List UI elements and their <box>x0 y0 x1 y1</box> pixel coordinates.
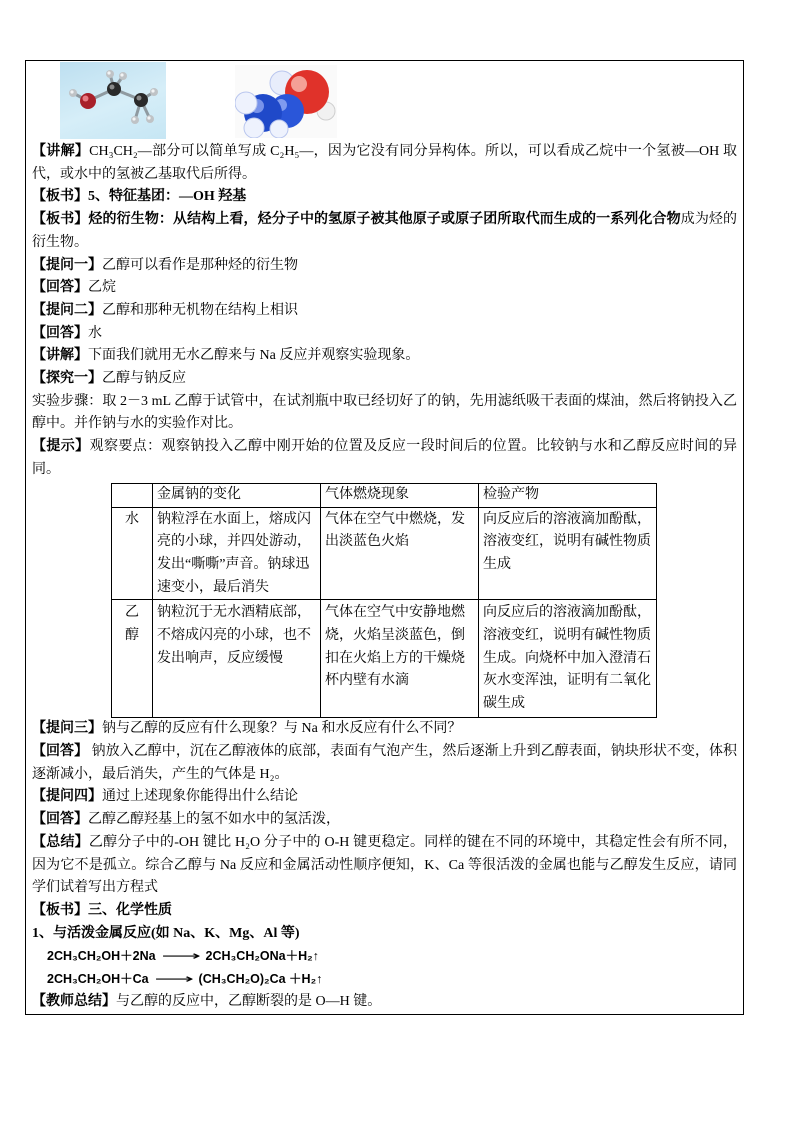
section-label: 【提问一】 <box>32 257 102 273</box>
answer-2 <box>32 323 737 346</box>
paragraph-text: 实验步骤：取 2－3 mL 乙醇于试管中，在试剂瓶中取已经切好了的钠，先用滤纸吸干表面的煤油，然后将钠投入乙醇中。并作钠与水的实验作对比。 <box>32 393 737 432</box>
sphere-highlight <box>151 89 154 92</box>
section-label: 【板书】 <box>32 189 88 205</box>
sphere-highlight <box>132 117 135 120</box>
paragraph-text: 钠放入乙醇中，沉在乙醇液体的底部，表面有气泡产生，然后逐渐上升到乙醇表面，钠块形状不变，体积逐渐减小，最后消失，产生的气体是 H₂。 <box>32 744 738 782</box>
paragraph-text: 与乙醇的反应中，乙醇断裂的是 O—H 键。 <box>116 993 382 1009</box>
carbon-atom <box>134 93 148 107</box>
cell-gas-combustion: 气体在空气中安静地燃烧，火焰呈淡蓝色，倒扣在火焰上方的干燥烧杯内壁有水滴 <box>321 600 479 718</box>
header-product-test: 检验产物 <box>479 483 657 507</box>
section-label: 【总结】 <box>32 834 89 850</box>
equation-sodium <box>32 945 737 968</box>
section-label: 【回答】 <box>32 812 88 828</box>
equation-products: (CH₃CH₂O)₂Ca ＋H₂↑ <box>198 972 323 987</box>
question-1 <box>32 255 737 278</box>
paragraph-text: 下面我们就用无水乙醇来与 Na 反应并观察实验现象。 <box>88 348 420 364</box>
equation-reactants: 2CH₃CH₂OH＋Ca <box>47 972 149 987</box>
cell-gas-combustion: 气体在空气中燃烧，发出淡蓝色火焰 <box>321 507 479 600</box>
table-row-water <box>112 507 657 600</box>
section-label: 【讲解】 <box>32 144 90 159</box>
section-label: 【回答】 <box>32 280 88 296</box>
row-label: 乙醇 <box>112 600 153 718</box>
section-label: 【提示】 <box>32 439 90 455</box>
question-4 <box>32 786 737 809</box>
section-label: 【讲解】 <box>32 348 88 364</box>
cell-product-test: 向反应后的溶液滴加酚酞，溶液变红，说明有碱性物质生成 <box>479 507 657 600</box>
answer-3 <box>32 741 737 786</box>
subheading-active-metals <box>32 923 737 946</box>
sphere-highlight <box>147 116 150 119</box>
reaction-arrow: ⟶ <box>153 971 194 987</box>
inquiry-1 <box>32 368 737 391</box>
board-text: 烃的衍生物：从结构上看，烃分子中的氢原子被其他原子或原子团所取代而生成的一系列化合物 <box>88 212 681 228</box>
explanation-ethyl-group <box>32 141 737 186</box>
sphere-highlight <box>291 76 307 92</box>
cell-sodium-change: 钠粒沉于无水酒精底部，不熔成闪亮的小球，也不发出响声，反应缓慢 <box>153 600 321 718</box>
oxygen-atom <box>80 93 96 109</box>
ethanol-ball-and-stick-model <box>60 62 166 139</box>
paragraph-text: 乙醇可以看作是那种烃的衍生物 <box>102 257 298 273</box>
teacher-summary <box>32 991 737 1014</box>
ethanol-space-filling-model <box>235 65 337 138</box>
paragraph-text: 通过上述现象你能得出什么结论 <box>102 789 298 805</box>
section-label: 【板书】 <box>32 212 89 228</box>
explanation-experiment-intro <box>32 345 737 368</box>
sphere-highlight <box>70 90 73 93</box>
lesson-content-frame <box>25 60 744 1015</box>
equation-calcium <box>32 968 737 991</box>
answer-4 <box>32 809 737 832</box>
paragraph-text: 水 <box>88 325 102 341</box>
answer-1 <box>32 277 737 300</box>
section-label: 【提问三】 <box>32 721 102 737</box>
header-blank <box>112 483 153 507</box>
sphere-highlight <box>137 96 142 101</box>
board-text: 1、与活泼金属反应(如 Na、K、Mg、Al 等) <box>32 925 300 941</box>
table-row-ethanol <box>112 600 657 718</box>
molecule-figures <box>26 61 743 141</box>
cell-sodium-change: 钠粒浮在水面上，熔成闪亮的小球，并四处游动，发出“嘶嘶”声音。钠球迅速变小，最后消失 <box>153 507 321 600</box>
hydrogen-atom <box>244 118 264 138</box>
equation-reactants: 2CH₃CH₂OH＋2Na <box>47 949 156 964</box>
paragraph-text: 观察要点：观察钠投入乙醇中刚开始的位置及反应一段时间后的位置。比较钠与水和乙醇反应时间的异同。 <box>32 439 738 477</box>
section-label: 【提问二】 <box>32 302 102 318</box>
board-text: 5、特征基团：—OH 羟基 <box>88 189 247 205</box>
question-3 <box>32 718 737 741</box>
observation-hint <box>32 436 737 481</box>
hydrogen-atom <box>270 120 288 138</box>
board-note-derivative-definition <box>32 209 737 254</box>
header-sodium-change: 金属钠的变化 <box>153 483 321 507</box>
carbon-atom <box>107 82 121 96</box>
board-note-chemical-properties <box>32 900 737 923</box>
paragraph-text: 乙醇乙醇羟基上的氢不如水中的氢活泼， <box>88 812 340 828</box>
reaction-arrow: ⟶ <box>160 948 201 964</box>
section-label: 【板书】 <box>32 902 88 918</box>
header-gas-combustion: 气体燃烧现象 <box>321 483 479 507</box>
board-note-functional-group <box>32 186 737 209</box>
cell-product-test: 向反应后的溶液滴加酚酞，溶液变红，说明有碱性物质生成。向烧杯中加入澄清石灰水变浑浊，证明有二氧化碳生成 <box>479 600 657 718</box>
experiment-steps <box>32 391 737 436</box>
section-label: 【教师总结】 <box>32 993 116 1009</box>
summary-paragraph <box>32 832 737 900</box>
sphere-highlight <box>120 73 123 76</box>
section-label: 【回答】 <box>32 744 89 760</box>
section-label: 【提问四】 <box>32 789 102 805</box>
sphere-highlight <box>83 96 89 102</box>
equation-products: 2CH₃CH₂ONa＋H₂↑ <box>205 949 319 964</box>
paragraph-text: 乙醇与钠反应 <box>102 371 186 387</box>
paragraph-text: CH₃CH₂—部分可以简单写成 C₂H₅—，因为它没有同分异构体。所以，可以看成乙烷中一个氢被—OH 取代，或水中的氢被乙基取代后所得。 <box>32 144 737 182</box>
experiment-comparison-table <box>111 483 657 719</box>
section-label: 【探究一】 <box>32 371 102 387</box>
sphere-highlight <box>110 85 115 90</box>
row-label: 水 <box>112 507 153 600</box>
section-label: 【回答】 <box>32 325 88 341</box>
board-text: 三、化学性质 <box>88 902 172 918</box>
table-header-row <box>112 483 657 507</box>
paragraph-text: 乙醇分子中的-OH 键比 H₂O 分子中的 O-H 键更稳定。同样的键在不同的环境中，其稳定性会有所不同，因为它不是孤立。综合乙醇与 Na 反应和金属活动性顺序便知，K、Ca 等很活泼的金属也能与乙醇发生反应，请同学们试着写出方程式 <box>32 834 737 896</box>
sphere-highlight <box>107 71 110 74</box>
question-2 <box>32 300 737 323</box>
hydrogen-atom <box>235 92 257 114</box>
paragraph-text: 乙烷 <box>88 280 116 296</box>
paragraph-text: 成为烃的衍生物。 <box>32 212 738 250</box>
paragraph-text: 乙醇和那种无机物在结构上相识 <box>102 302 298 318</box>
paragraph-text: 钠与乙醇的反应有什么现象？与 Na 和水反应有什么不同？ <box>102 721 462 737</box>
